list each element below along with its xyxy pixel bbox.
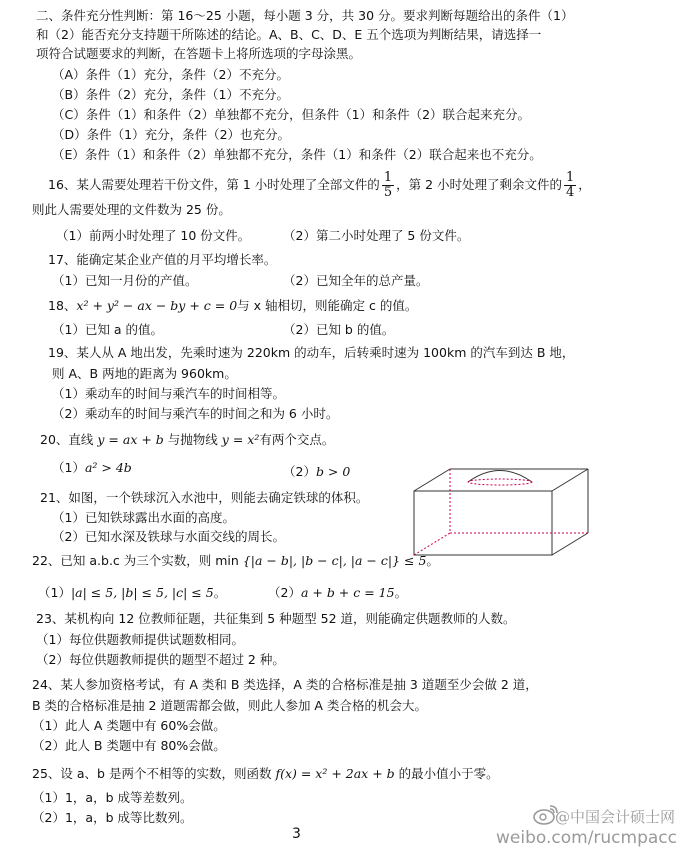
q23-condition-1: （1）每位供题教师提供试题数相同。 xyxy=(36,632,244,647)
q16-line-2: 则此人需要处理的文件数为 25 份。 xyxy=(32,202,231,217)
intro-line-2: 和（2）能否充分支持题干所陈述的结论。A、B、C、D、E 五个选项为判断结果，请选择一 xyxy=(36,27,542,42)
q24-line-1: 24、某人参加资格考试，有 A 类和 B 类选择，A 类的合格标准是抽 3 道题至少会做 2 道， xyxy=(32,677,538,692)
option-c: （C）条件（1）和条件（2）单独都不充分，但条件（1）和条件（2）联合起来充分。 xyxy=(52,107,531,122)
q20-condition-2: （2）b > 0 xyxy=(283,464,351,479)
q25-condition-1: （1）1，a，b 成等差数列。 xyxy=(32,790,193,805)
q24-condition-1: （1）此人 A 类题中有 60%会做。 xyxy=(32,718,226,733)
q22-stem: 22、已知 a.b.c 为三个实数，则 min {|a − b|, |b − c|, |a − c|} ≤ 5。 xyxy=(32,553,439,568)
q17-condition-1: （1）已知一月份的产值。 xyxy=(52,273,198,288)
q22-condition-1: （1）|a| ≤ 5, |b| ≤ 5, |c| ≤ 5。 xyxy=(38,585,227,600)
q16-fraction-2: $\frac{1}{4}$ xyxy=(566,170,575,200)
option-b: （B）条件（2）充分，条件（1）不充分。 xyxy=(52,87,289,102)
q21-condition-2: （2）已知水深及铁球与水面交线的周长。 xyxy=(52,529,285,544)
q16-condition-2: （2）第二小时处理了 5 份文件。 xyxy=(283,228,470,243)
q19-line-1: 19、某人从 A 地出发，先乘时速为 220km 的动车，后转乘时速为 100km 的汽车到达 B 地， xyxy=(48,345,575,360)
pool-with-ball-figure xyxy=(410,465,600,560)
q20-condition-1: （1）a² > 4b xyxy=(52,460,132,475)
q25-condition-2: （2）1，a，b 成等比数列。 xyxy=(32,810,193,825)
q19-condition-2: （2）乘动车的时间与乘汽车的时间之和为 6 小时。 xyxy=(52,406,339,421)
q23-condition-2: （2）每位供题教师提供的题型不超过 2 种。 xyxy=(36,652,285,667)
q25-function: f(x) = x² + 2ax + b xyxy=(275,766,395,781)
q23-stem: 23、某机构向 12 位教师征题，共征集到 5 种题型 52 道，则能确定供题教师的人数。 xyxy=(36,611,516,626)
q24-condition-2: （2）此人 B 类题中有 80%会做。 xyxy=(32,738,226,753)
option-a: （A）条件（1）充分，条件（2）不充分。 xyxy=(52,67,289,82)
q17-stem: 17、能确定某企业产值的月平均增长率。 xyxy=(48,252,277,267)
q22-min-expression: {|a − b|, |b − c|, |a − c|} ≤ 5 xyxy=(242,553,427,568)
q22-condition-2: （2）a + b + c = 15。 xyxy=(268,585,408,600)
q20-stem: 20、直线 y = ax + b 与抛物线 y = x²有两个交点。 xyxy=(40,432,335,447)
option-d: （D）条件（1）充分，条件（2）也充分。 xyxy=(52,127,291,142)
q21-condition-1: （1）已知铁球露出水面的高度。 xyxy=(52,510,235,525)
option-e: （E）条件（1）和条件（2）单独都不充分，条件（1）和条件（2）联合起来也不充分。 xyxy=(52,147,542,162)
q16-fraction-1: $\frac{1}{5}$ xyxy=(383,170,393,200)
intro-line-1: 二、条件充分性判断：第 16～25 小题，每小题 3 分，共 30 分。要求判断每题给出的条件（1） xyxy=(36,8,574,23)
q19-condition-1: （1）乘动车的时间与乘汽车的时间相等。 xyxy=(52,386,285,401)
watermark-name: @中国会计硕士网 xyxy=(554,808,675,826)
q16-stem: 16、某人需要处理若干份文件，第 1 小时处理了全部文件的 $\frac{1}{5}$ ，第 2 小时处理了剩余文件的 $\frac{1}{4}$ ， xyxy=(48,170,591,200)
q17-condition-2: （2）已知全年的总产量。 xyxy=(283,273,429,288)
intro-line-3: 项符合试题要求的判断，在答题卡上将所选项的字母涂黑。 xyxy=(36,46,362,61)
q25-stem: 25、设 a、b 是两个不相等的实数，则函数 f(x) = x² + 2ax + b 的最小值小于零。 xyxy=(32,766,499,781)
q18-condition-2: （2）已知 b 的值。 xyxy=(283,322,395,337)
q21-stem: 21、如图，一个铁球沉入水池中，则能去确定铁球的体积。 xyxy=(40,490,369,505)
watermark-url[interactable]: weibo.com/rucmpacc xyxy=(496,828,677,848)
q24-line-2: B 类的合格标准是抽 2 道题需都会做，则此人参加 A 类合格的机会大。 xyxy=(32,698,427,713)
q16-condition-1: （1）前两小时处理了 10 份文件。 xyxy=(56,228,251,243)
q20-parabola-equation: y = x² xyxy=(221,432,260,447)
page-number: 3 xyxy=(292,826,301,842)
q20-line-equation: y = ax + b xyxy=(97,432,164,447)
q18-stem: 18、x² + y² − ax − by + c = 0与 x 轴相切，则能确定 c 的值。 xyxy=(48,298,418,313)
q18-condition-1: （1）已知 a 的值。 xyxy=(52,322,164,337)
q18-equation: x² + y² − ax − by + c = 0 xyxy=(76,298,238,313)
q19-line-2: 则 A、B 两地的距离为 960km。 xyxy=(52,366,237,381)
